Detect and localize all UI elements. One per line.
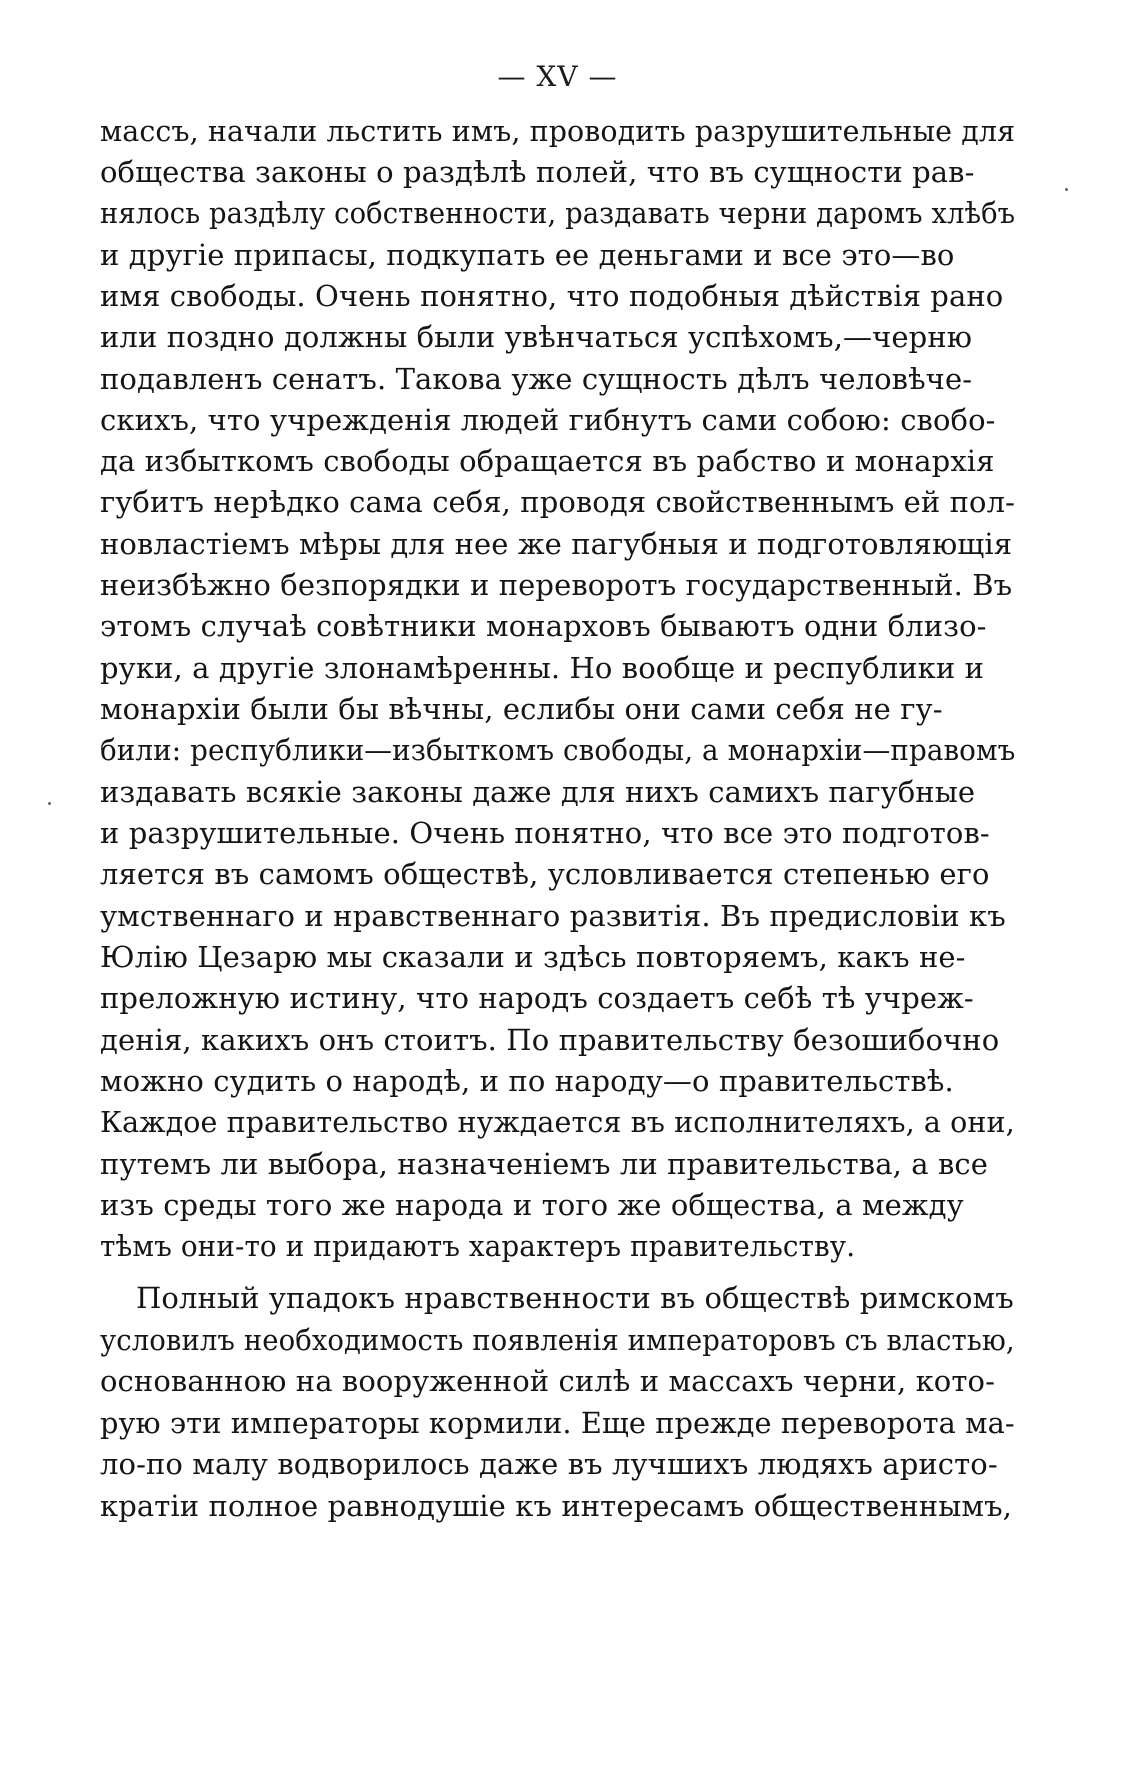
text-line: тѣмъ они-то и придаютъ характеръ правительству. [100,1229,856,1263]
text-line: общества законы о раздѣлѣ полей, что въ сущности рав- [100,155,975,189]
text-line: рую эти императоры кормили. Еще прежде переворота ма- [100,1406,1015,1440]
text-line: можно судить о народѣ, и по народу—о правительствѣ. [100,1064,954,1098]
text-line: имя свободы. Очень понятно, что подобныя дѣйствія рано [100,279,1004,313]
text-line: основанною на вооруженной силѣ и массахъ черни, кото- [100,1364,995,1398]
text-line: этомъ случаѣ совѣтники монарховъ бываютъ одни близо- [100,609,987,643]
scan-speck [48,802,51,805]
text-line: губитъ нерѣдко сама себя, проводя свойственнымъ ей пол- [100,485,1015,519]
text-line: подавленъ сенатъ. Такова уже сущность дѣлъ человѣче- [100,362,973,396]
text-line: руки, а другіе злонамѣренны. Но вообще и республики и [100,651,985,685]
text-line: ляется въ самомъ обществѣ, условливается степенью его [100,857,990,891]
page-number: — XV — [497,60,618,93]
text-line: или поздно должны были увѣнчаться успѣхомъ,—черню [100,320,973,354]
text-line: неизбѣжно безпорядки и переворотъ государственный. Въ [100,568,1013,602]
book-page [100,40,1015,1740]
text-line: условилъ необходимость появленія императоровъ съ властью, [100,1323,1015,1357]
text-line: скихъ, что учрежденія людей гибнутъ сами собою: свобо- [100,403,996,437]
text-line: массъ, начали льстить имъ, проводить разрушительные для [100,114,1016,148]
text-line: изъ среды того же народа и того же общества, а между [100,1188,964,1222]
text-line: Полный упадокъ нравственности въ обществѣ римскомъ [136,1281,1014,1315]
text-line: били: республики—избыткомъ свободы, а монархіи—правомъ [100,733,1016,767]
text-line: да избыткомъ свободы обращается въ рабство и монархія [100,444,995,478]
text-line: кратіи полное равнодушіе къ интересамъ общественнымъ, [100,1489,1012,1523]
text-line: и разрушительные. Очень понятно, что все это подготов- [100,816,990,850]
text-line: новластіемъ мѣры для нее же пагубныя и подготовляющія [100,527,1013,561]
text-line: и другіе припасы, подкупать ее деньгами и все это—во [100,238,955,272]
text-line: Каждое правительство нуждается въ исполнителяхъ, а они, [100,1105,1015,1139]
text-line: путемъ ли выбора, назначеніемъ ли правительства, а все [100,1147,988,1181]
scan-speck [1065,188,1068,191]
text-line: издавать всякіе законы даже для нихъ самихъ пагубные [100,775,976,809]
text-line: нялось раздѣлу собственности, раздавать черни даромъ хлѣбъ [100,196,1016,230]
text-line: умственнаго и нравственнаго развитія. Въ предисловіи къ [100,899,1006,933]
text-line: монархіи были бы вѣчны, еслибы они сами себя не гу- [100,692,943,726]
text-line: ло-по малу водворилось даже въ лучшихъ людяхъ аристо- [100,1447,998,1481]
text-line: денія, какихъ онъ стоитъ. По правительству безошибочно [100,1023,1000,1057]
text-line: преложную истину, что народъ создаетъ себѣ тѣ учреж- [100,981,974,1015]
text-line: Юлію Цезарю мы сказали и здѣсь повторяемъ, какъ не- [100,940,966,974]
